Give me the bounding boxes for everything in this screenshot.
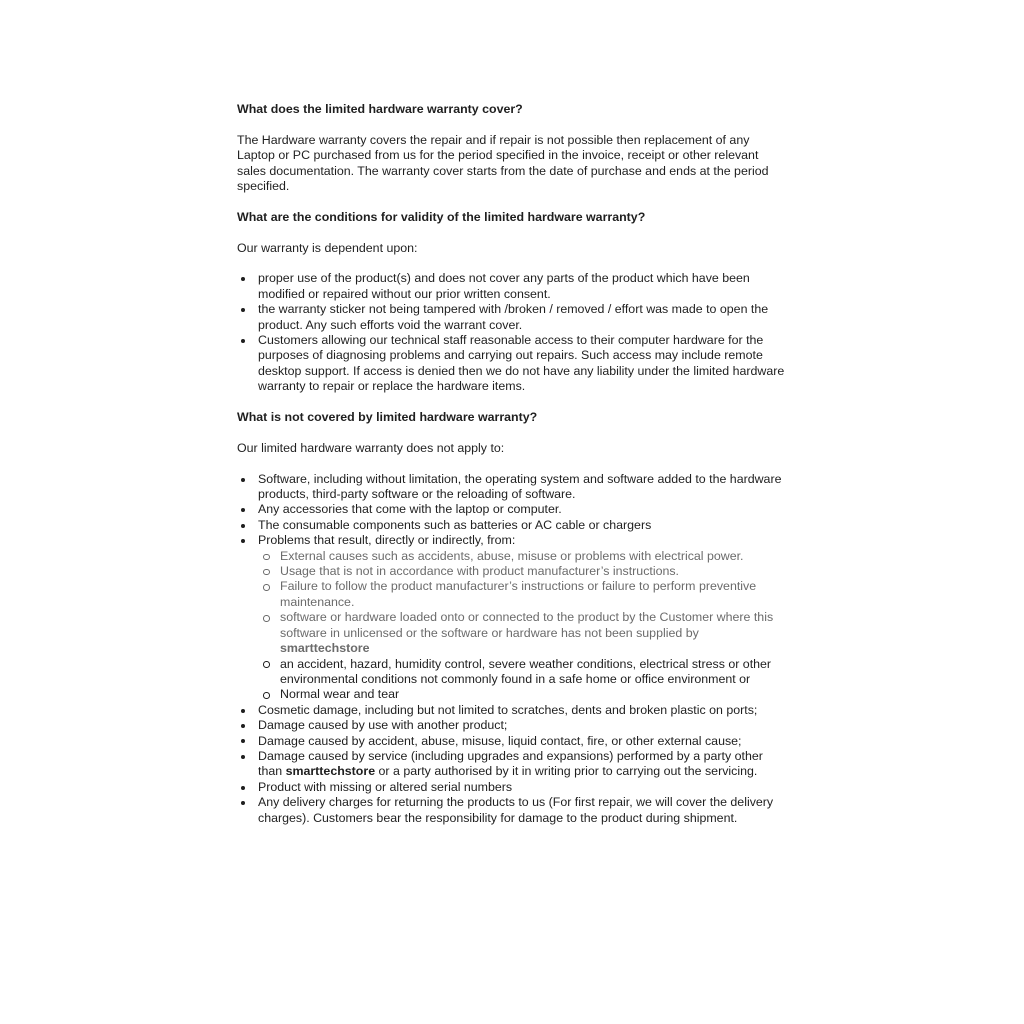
- brand-name: smarttechstore: [280, 641, 370, 656]
- paragraph-cover-body: The Hardware warranty covers the repair and if repair is not possible then replacement of any Laptop or PC purchased from us for the period specified in the invoice, receipt or other relevant sales documentation. The warranty cover starts from the date of purchase and ends at the period specified.: [237, 132, 769, 194]
- list-item: Any accessories that come with the laptop or computer.: [237, 502, 790, 517]
- list-item: [258, 610, 790, 656]
- brand-name: smarttechstore: [285, 764, 376, 779]
- text-segment: Damage caused by service (including upgrades and expansions) performed by a party other than: [258, 748, 763, 779]
- list-item: Software, including without limitation, the operating system and software added to the hardware products, third-party software or the reloading of software.: [237, 472, 790, 503]
- list-item: Product with missing or altered serial numbers: [237, 780, 790, 795]
- paragraph-conditions-intro: Our warranty is dependent upon:: [237, 240, 418, 255]
- list-item: Failure to follow the product manufacturer’s instructions or failure to perform preventive maintenance.: [258, 579, 790, 610]
- list-item: the warranty sticker not being tampered with /broken / removed / effort was made to open the product. Any such efforts void the warrant cover.: [237, 302, 790, 333]
- paragraph-not-covered-intro: Our limited hardware warranty does not apply to:: [237, 440, 505, 455]
- not-covered-list: [237, 472, 790, 826]
- list-item: External causes such as accidents, abuse, misuse or problems with electrical power.: [258, 549, 790, 564]
- section-heading-conditions: What are the conditions for validity of the limited hardware warranty?: [237, 209, 646, 224]
- list-item: Customers allowing our technical staff reasonable access to their computer hardware for the purposes of diagnosing problems and carrying out repairs. Such access may include remote desktop support. If access is denied then we do not have any liability under the limited hardware warranty to repair or replace the hardware items.: [237, 333, 790, 395]
- list-item-service: [237, 749, 790, 780]
- problems-sublist: [258, 549, 790, 703]
- list-item: Damage caused by accident, abuse, misuse, liquid contact, fire, or other external cause;: [237, 734, 790, 749]
- conditions-list: [237, 271, 790, 394]
- text-segment: software or hardware loaded onto or connected to the product by the Customer where this software in unlicensed or the software or hardware has not been supplied by: [280, 610, 774, 640]
- section-heading-not-covered: What is not covered by limited hardware warranty?: [237, 410, 538, 425]
- list-item: Usage that is not in accordance with product manufacturer’s instructions.: [258, 564, 790, 579]
- list-item: proper use of the product(s) and does not cover any parts of the product which have been modified or repaired without our prior written consent.: [237, 271, 790, 302]
- list-item: an accident, hazard, humidity control, severe weather conditions, electrical stress or other environmental conditions not commonly found in a safe home or office environment or: [258, 657, 790, 688]
- warranty-document: [237, 102, 790, 841]
- section-heading-cover: What does the limited hardware warranty cover?: [237, 102, 523, 116]
- text-segment: Problems that result, directly or indirectly, from:: [258, 533, 516, 548]
- list-item: The consumable components such as batteries or AC cable or chargers: [237, 518, 790, 533]
- list-item: Damage caused by use with another product;: [237, 718, 790, 733]
- list-item: Any delivery charges for returning the products to us (For first repair, we will cover the delivery charges). Customers bear the responsibility for damage to the product during shipment.: [237, 795, 790, 826]
- list-item-problems: [237, 533, 790, 702]
- list-item: Normal wear and tear: [258, 687, 790, 702]
- text-segment: or a party authorised by it in writing prior to carrying out the servicing.: [375, 764, 758, 779]
- list-item: Cosmetic damage, including but not limited to scratches, dents and broken plastic on ports;: [237, 703, 790, 718]
